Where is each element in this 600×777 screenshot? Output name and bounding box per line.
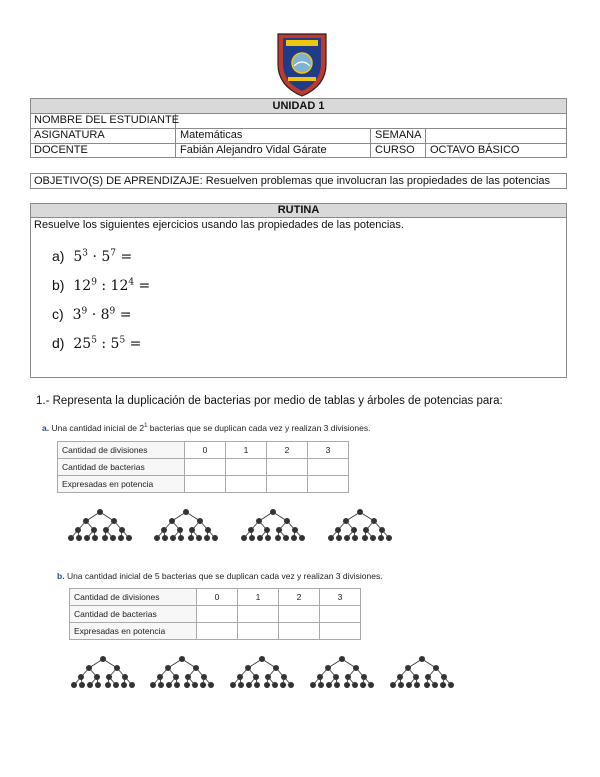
row-label: Cantidad de bacterias [70,606,197,623]
subject-label: ASIGNATURA [34,129,105,141]
answer-cell[interactable] [279,623,320,640]
exercise-base-2: 12 [110,278,129,294]
row-label: Cantidad de divisiones [58,442,185,459]
bacteria-tree-b-3 [227,655,297,689]
table-row [70,623,361,640]
table-row: Cantidad de divisiones 0 1 2 3 [70,589,361,606]
course-value: OCTAVO BÁSICO [430,144,520,156]
school-logo [272,30,332,98]
exercise-exponent-2: 5 [119,335,126,346]
exercise-base-1: 12 [73,278,92,294]
row-label: Cantidad de divisiones [70,589,197,606]
exercise-base-2: 5 [110,336,120,352]
student-name-label: NOMBRE DEL ESTUDIANTE [34,114,180,126]
teacher-value: Fabián Alejandro Vidal Gárate [180,144,327,156]
exercise-exponent-2: 4 [128,277,135,288]
part-a-text: Una cantidad inicial de 2 [51,423,145,433]
answer-cell[interactable] [308,476,349,493]
table-row [58,459,349,476]
table-a [57,441,349,493]
bacteria-tree-a-4 [325,508,395,542]
exercise-letter: d) [52,335,65,351]
question-1-text: 1.- Representa la duplicación de bacterias por medio de tablas y árboles de potencias para: [36,395,503,407]
exercise-letter: a) [52,248,65,264]
row-label: Cantidad de bacterias [58,459,185,476]
exercise-exponent-1: 5 [91,335,97,346]
answer-cell[interactable] [267,476,308,493]
bacteria-tree-b-1 [68,655,138,689]
week-label: SEMANA [375,129,422,141]
student-name-field[interactable] [176,114,566,127]
subject-value: Matemáticas [180,129,243,141]
answer-cell[interactable] [267,459,308,476]
exercise-exponent-1: 9 [91,277,97,288]
week-field[interactable] [426,129,566,142]
teacher-label: DOCENTE [34,144,88,156]
answer-cell[interactable] [320,623,361,640]
answer-cell[interactable] [226,476,267,493]
exercise-operator: · [92,249,97,265]
part-a-text2: bacterias que se duplican cada vez y realizan 3 divisiones. [147,423,371,433]
answer-cell[interactable] [238,606,279,623]
exercise-exponent-1: 3 [82,248,89,259]
exercise-base-1: 25 [73,336,92,352]
routine-instruction: Resuelve los siguientes ejercicios usando las propiedades de las potencias. [34,219,404,231]
exercise-b: b) $12^9$ : $12^4$ = [52,277,151,294]
exercise-base-2: 8 [100,307,110,323]
part-b-text: Una cantidad inicial de 5 bacterias que se duplican cada vez y realizan 3 divisiones. [66,571,383,581]
part-b-letter: b. [57,571,65,581]
row-label: Expresadas en potencia [70,623,197,640]
exercise-exponent-2: 7 [110,248,117,259]
exercise-base-2: 5 [101,249,111,265]
table-row [70,606,361,623]
exercise-exponent-2: 9 [109,306,116,317]
answer-cell[interactable] [320,606,361,623]
row-label: Expresadas en potencia [58,476,185,493]
answer-cell[interactable] [185,459,226,476]
part-b-label [57,571,383,581]
routine-title: RUTINA [277,204,320,216]
answer-cell[interactable] [308,459,349,476]
table-row [58,476,349,493]
answer-cell[interactable] [197,606,238,623]
part-a-sup: 1 [144,423,148,430]
bacteria-tree-b-5 [387,655,457,689]
answer-cell[interactable] [197,623,238,640]
bacteria-tree-b-2 [147,655,217,689]
table-row: Cantidad de divisiones 0 1 2 3 [58,442,349,459]
exercise-base-1: 5 [73,249,83,265]
part-a-label [42,423,370,433]
exercise-base-1: 3 [72,307,82,323]
bacteria-tree-b-4 [307,655,377,689]
answer-cell[interactable] [279,606,320,623]
exercise-letter: b) [52,277,65,293]
course-label: CURSO [375,144,415,156]
exercise-operator: : [101,336,107,352]
bacteria-tree-a-2 [151,508,221,542]
answer-cell[interactable] [185,476,226,493]
exercise-letter: c) [52,306,64,322]
exercise-operator: · [91,307,97,323]
objective-text: OBJETIVO(S) DE APRENDIZAJE: Resuelven problemas que involucran las propiedades de las potencias [34,175,551,187]
exercise-a: a) $5^3 \cdot 5^7$ = [52,248,133,265]
exercise-d: d) $25^5$ : $5^5$ = [52,335,142,352]
bacteria-tree-a-1 [65,508,135,542]
exercise-exponent-1: 9 [81,306,88,317]
bacteria-tree-a-3 [238,508,308,542]
answer-cell[interactable] [238,623,279,640]
table-b [69,588,361,640]
exercise-operator: : [101,278,107,294]
header-title: UNIDAD 1 [272,100,325,112]
answer-cell[interactable] [226,459,267,476]
part-a-letter: a. [42,423,50,433]
exercise-c: c) $3^9 \cdot 8^9$ = [52,306,132,323]
